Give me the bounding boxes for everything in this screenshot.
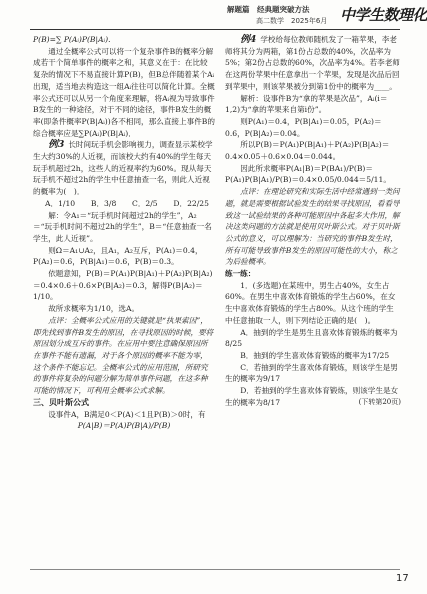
example-3-solution-4: 故所求概率为1/10，选A。 [48, 304, 140, 314]
section-heading-bayes: 三、贝叶斯公式 [33, 397, 89, 407]
option-a: A．1/10 [45, 198, 76, 208]
question-option-d [225, 385, 401, 408]
question-option-c: C．若抽到的学生喜欢体育锻炼，则该学生是男生的概率为9/17 [225, 362, 398, 384]
example-3-solution-2: 则Ω＝A₁∪A₂，且A₁，A₂互斥，P(A₁)＝0.4，P(A₂)＝0.6，P(B|A₁)＝0.6，P(B)＝0.3。 [33, 245, 203, 267]
header-divider [30, 29, 400, 30]
header-kicker: 解题篇 经典题突破方法 [227, 5, 310, 14]
example-3-label: 例3 [48, 139, 65, 151]
bayes-intro: 设事件A，B满足0＜P(A)＜1且P(B)＞0时，有 [48, 409, 206, 419]
paragraph-total-probability: 通过全概率公式可以将一个复杂事件B的概率分解成若干个简单事件的概率之和，其意义在于：在比较复杂的情况下不易直接计算P(B)，但B总伴随着某个Aᵢ出现，适当地去构造这一组Aᵢ往往可以简化计算。全概率公式还可以从另一个角度来理解，将Aᵢ视为导致事件B发生的一种途径，对于不同的途径，事件B发生的概率(即条件概率P(B|Aᵢ))各不相同，那么直接上事件B的综合概率应是∑P(Aᵢ)P(B|Aᵢ)． [33, 46, 215, 138]
example-4-solution-2: 则P(A₁)＝0.4，P(B|A₁)＝0.05，P(A₂)＝0.6，P(B|A₂)＝0.04。 [225, 116, 382, 138]
option-b: B．3/8 [90, 198, 117, 208]
bayes-formula: P(A|B)＝P(A)P(B|A)/P(B) [77, 421, 171, 431]
magazine-logo: 中学生数理化 [340, 6, 427, 24]
example-3-comment: 点评：全概率公式应用的关键就是“执果索因”，即先找到事件B发生的原因，在寻找原因的时候，要将原因划分成互斥的事件。在应用中要注意确保原因所在事件不能有遗漏，对于各个原因的概率不能为零，这个条件不能忘记。全概率公式的应用范围，所研究的事件将复杂的问题分解为简单事件问题，在这多种可能的情况下，可利用全概率公式求解。 [33, 315, 214, 396]
example-3-options [33, 198, 215, 210]
example-3-solution-3: 依题意知，P(B)＝P(A₁)P(B|A₁)＋P(A₂)P(B|A₂)＝0.4×0.6＋0.6×P(B|A₂)＝0.3，解得P(B|A₂)＝1/10。 [33, 269, 213, 302]
option-d: D．22/25 [173, 198, 209, 208]
question-option-d-text: D．若抽到的学生喜欢体育锻炼，则该学生是女生的概率为8/17 [225, 386, 399, 407]
practice-question-1: 1．(多选题)在某班中，男生占40%，女生占60%。在男生中喜欢体育锻炼的学生占60%，在女生中喜欢体育锻炼的学生占80%。从这个班的学生中任意抽取一人，则下列结论正确的是( )。 [225, 280, 396, 325]
example-4-body: 学校给每位教师随机发了一箱苹果，李老师将其分为两箱，第1份占总数的40%，次品率为5%；第2份占总数的60%，次品率为4%。若李老师在这两份苹果中任意拿出一个苹果，发现是次品后回到苹果中，则该苹果被分到第1份中的概率为____。 [225, 35, 400, 91]
example-4 [225, 34, 401, 93]
total-probability-formula: P(B)=∑ P(Aᵢ)P(B|Aᵢ)． [33, 35, 116, 44]
page-header [0, 0, 427, 30]
example-4-solution-4: 因此所求概率P(A₁|B)＝P(BA₁)/P(B)＝P(A₁)P(B|A₁)/P(B)＝0.4×0.05/0.044＝5/11。 [225, 163, 391, 185]
footer-divider [30, 569, 400, 570]
question-option-b: B．抽到的学生喜欢体育锻炼的概率为17/25 [240, 350, 390, 360]
example-3-body: 长时间玩手机会影响视力，调查显示某校学生大约30%的人近视，而该校大约有40%的学生每天玩手机超过2h，这些人的近视率约为60%。现从每天玩手机不超过2h的学生中任意抽查一名，则此人近视的概率为( )． [33, 140, 213, 197]
left-column [33, 34, 215, 432]
example-4-label: 例4 [240, 34, 257, 45]
example-4-comment: 点评：在理论研究和实际生活中经常遇到一类问题，就是需要根据试验发生的结果寻找原因，看看导致这一试验结果的各种可能原因中各起多大作用，解决这类问题的方法就是使用贝叶斯公式。对于贝叶斯公式的意义，可以理解为：当研究的事件B发生时，所有可能导致事件B发生的原因可能性的大小，称之为后验概率。 [225, 187, 400, 267]
page-number: 17 [396, 573, 409, 584]
example-4-solution-1: 解析：设事件B为“拿的苹果是次品”，Aᵢ(i＝1,2)为“拿的苹果来自第i份”。 [225, 93, 388, 115]
example-3-solution-1: 解：令A₁＝“玩手机时间超过2h的学生”，A₂＝“玩手机时间不超过2h的学生”，B＝“任意抽查一名学生，此人近视”。 [33, 210, 212, 243]
example-4-solution-3: 所以P(B)＝P(A₁)P(B|A₁)＋P(A₂)P(B|A₂)＝0.4×0.05＋0.6×0.04＝0.044。 [225, 140, 390, 162]
practice-heading: 练一练： [225, 269, 256, 279]
header-issue: 高二数学 2025年6月 [256, 17, 328, 25]
question-option-a: A．抽到的学生是男生且喜欢体育锻炼的概率为8/25 [225, 327, 398, 349]
continued-note: (下转第20页) [358, 397, 401, 406]
right-column [225, 34, 401, 409]
option-c: C．2/5 [132, 198, 158, 208]
example-3 [33, 139, 215, 198]
